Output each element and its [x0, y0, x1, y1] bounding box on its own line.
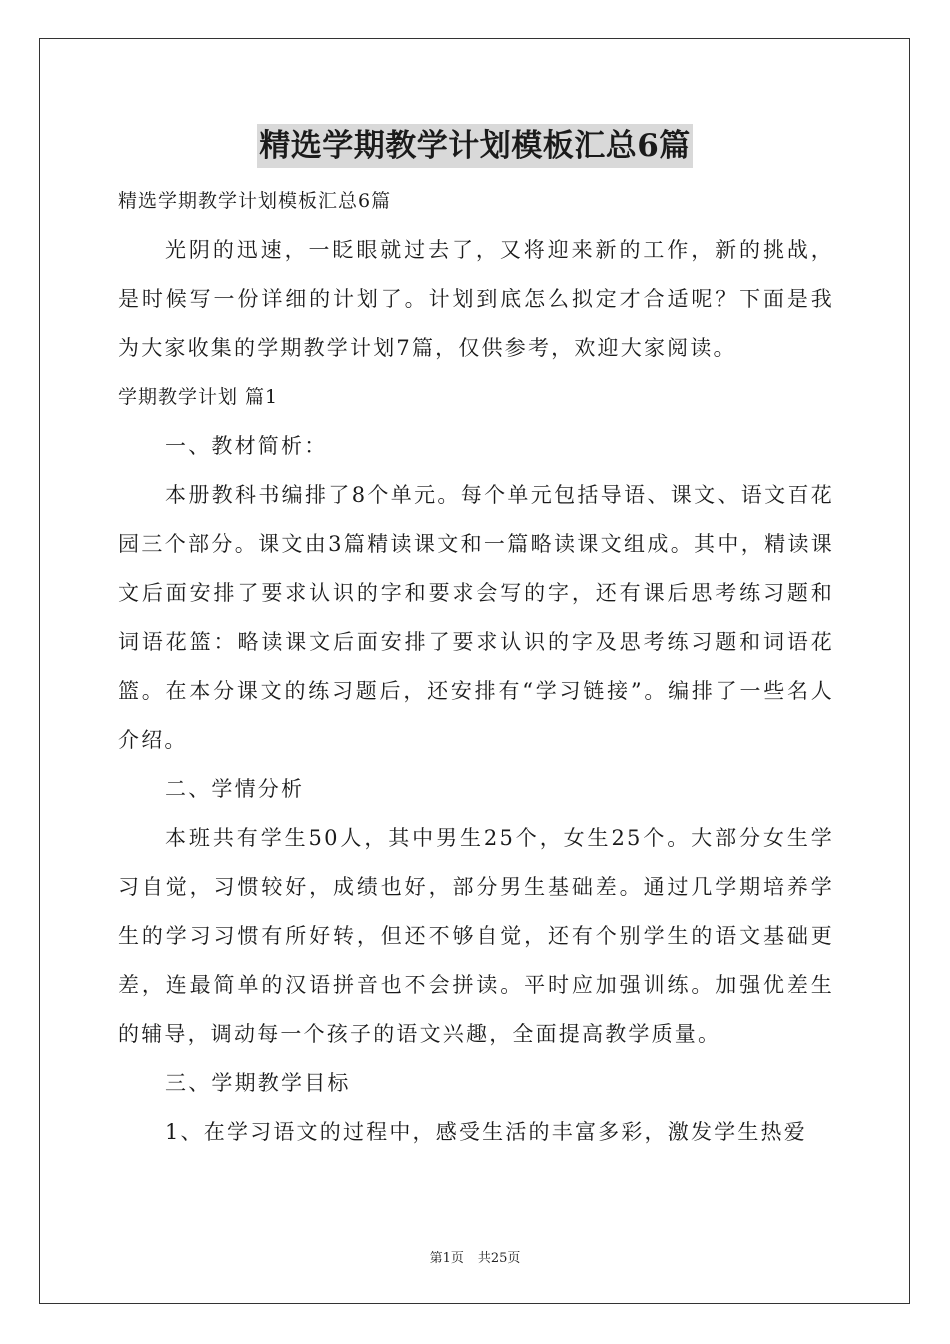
heading-textbook-analysis: 一、教材简析：	[165, 434, 328, 458]
section-heading-plan-1: 学期教学计划 篇1	[118, 386, 279, 408]
title-container	[0, 124, 950, 168]
page-footer	[0, 1247, 950, 1266]
page-total: 共25页	[477, 1251, 521, 1266]
textbook-analysis-paragraph: 本册教科书编排了8个单元。每个单元包括导语、课文、语文百花园三个部分。课文由3篇精读课文和一篇略读课文组成。其中，精读课文后面安排了要求认识的字和要求会写的字，还有课后思考练习题和词语花篮：略读课文后面安排了要求认识的字及思考练习题和词语花篮。在本分课文的练习题后，还安排有“学习链接”。编排了一些名人介绍。	[118, 483, 834, 752]
document-body	[118, 177, 834, 1157]
student-analysis-paragraph: 本班共有学生50人，其中男生25个，女生25个。大部分女生学习自觉，习惯较好，成绩也好，部分男生基础差。通过几学期培养学生的学习习惯有所好转，但还不够自觉，还有个别学生的语文基础更差，连最简单的汉语拼音也不会拼读。平时应加强训练。加强优差生的辅导，调动每一个孩子的语文兴趣，全面提高教学质量。	[118, 826, 834, 1046]
document-title: 精选学期教学计划模板汇总6篇	[257, 124, 693, 168]
heading-student-analysis: 二、学情分析	[165, 777, 305, 801]
subtitle-line: 精选学期教学计划模板汇总6篇	[118, 190, 392, 212]
teaching-goal-item-1: 1、在学习语文的过程中，感受生活的丰富多彩，激发学生热爱	[165, 1120, 807, 1144]
intro-paragraph: 光阴的迅速，一眨眼就过去了，又将迎来新的工作，新的挑战，是时候写一份详细的计划了。计划到底怎么拟定才合适呢？下面是我为大家收集的学期教学计划7篇，仅供参考，欢迎大家阅读。	[118, 238, 834, 360]
heading-teaching-goals: 三、学期教学目标	[165, 1071, 351, 1095]
page-number: 第1页	[429, 1251, 464, 1266]
